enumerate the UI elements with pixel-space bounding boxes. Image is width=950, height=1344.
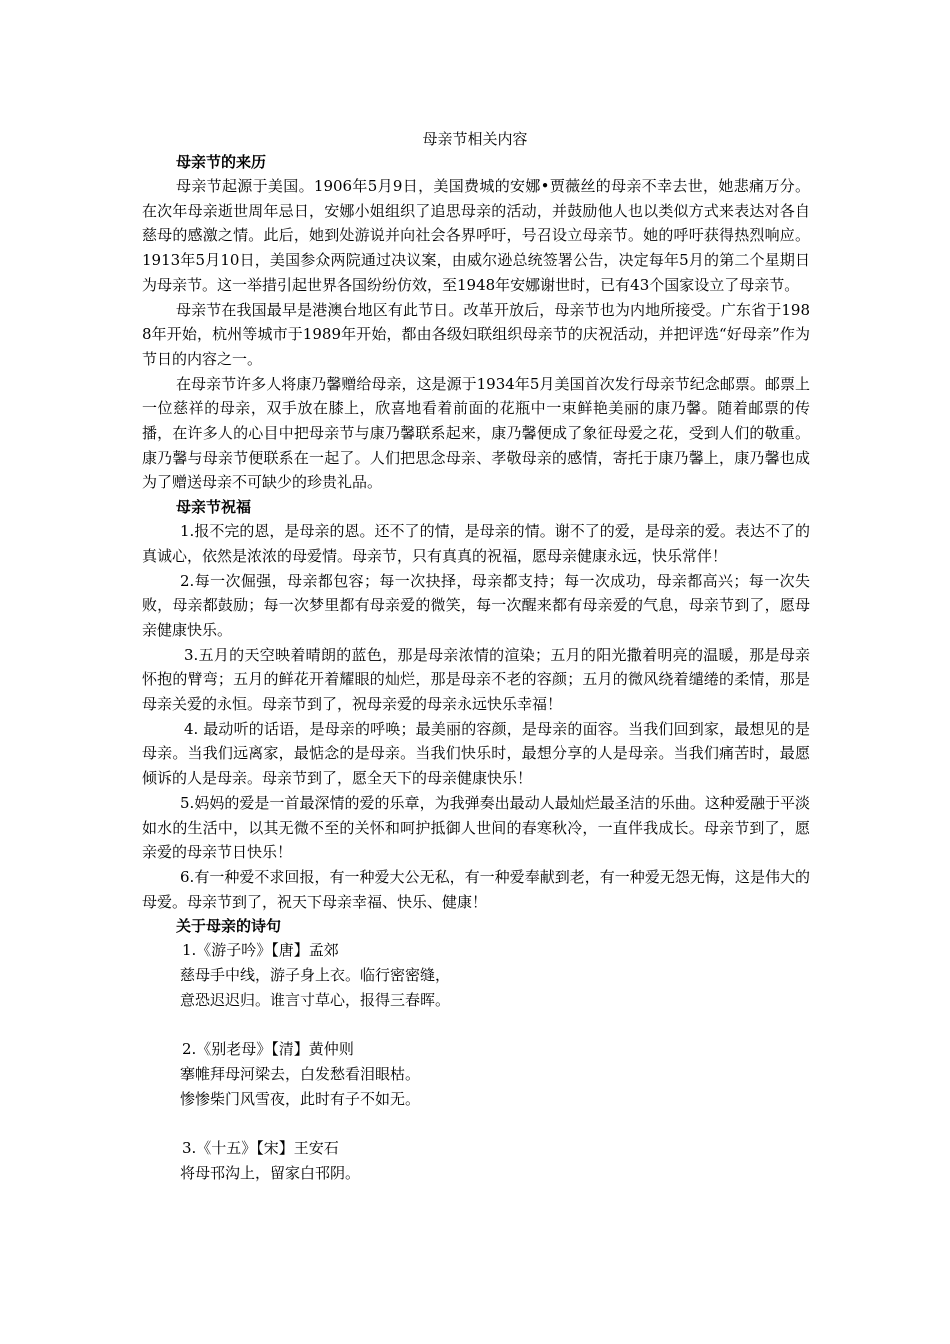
blessing-item: 3.五月的天空映着晴朗的蓝色，那是母亲浓情的渲染；五月的阳光撒着明亮的温暖，那是母亲怀抱的臂弯；五月的鲜花开着耀眼的灿烂，那是母亲不老的容颜；五月的微风绕着缱绻的柔情，那是母亲关爱的永恒。母亲节到了，祝母亲爱的母亲永远快乐幸福！ <box>142 645 810 714</box>
spacer <box>142 1013 810 1038</box>
blessing-item: 1.报不完的恩，是母亲的恩。还不了的情，是母亲的情。谢不了的爱，是母亲的爱。表达不了的真诚心，依然是浓浓的母爱情。母亲节，只有真真的祝福，愿母亲健康永远，快乐常伴！ <box>142 522 810 565</box>
poem-line: 意恐迟迟归。谁言寸草心，报得三春晖。 <box>180 990 451 1009</box>
origin-paragraph: 母亲节起源于美国。1906年5月9日，美国费城的安娜•贾薇丝的母亲不幸去世，她悲痛万分。在次年母亲逝世周年忌日，安娜小姐组织了追思母亲的活动，并鼓励他人也以类似方式来表达对各自慈母的感激之情。此后，她到处游说并向社会各界呼吁，号召设立母亲节。她的呼吁获得热烈响应。1913年5月10日，美国参众两院通过决议案，由威尔逊总统签署公告，决定每年5月的第二个星期日为母亲节。这一举措引起世界各国纷纷仿效，至1948年安娜谢世时，已有43个国家设立了母亲节。 <box>142 177 810 294</box>
poems-heading: 关于母亲的诗句 <box>176 917 282 936</box>
blessing-item: 2.每一次倔强，母亲都包容；每一次抉择，母亲都支持；每一次成功，母亲都高兴；每一次失败，母亲都鼓励；每一次梦里都有母亲爱的微笑，每一次醒来都有母亲爱的气息，母亲节到了，愿母亲健康快乐。 <box>142 571 810 639</box>
origin-heading: 母亲节的来历 <box>176 153 267 171</box>
origin-paragraph: 母亲节在我国最早是港澳台地区有此节日。改革开放后，母亲节也为内地所接受。广东省于1988年开始，杭州等城市于1989年开始，都由各级妇联组织母亲节的庆祝活动，并把评选“好母亲”作为节日的内容之一。 <box>142 300 810 368</box>
blessings-section <box>142 495 810 914</box>
poems-section <box>142 914 810 1185</box>
blessing-item: 6.有一种爱不求回报，有一种爱大公无私，有一种爱奉献到老，有一种爱无怨无悔，这是伟大的母爱。母亲节到了，祝天下母亲幸福、快乐、健康！ <box>142 867 810 911</box>
origin-paragraph: 在母亲节许多人将康乃馨赠给母亲，这是源于1934年5月美国首次发行母亲节纪念邮票。邮票上一位慈祥的母亲，双手放在膝上，欣喜地看着前面的花瓶中一束鲜艳美丽的康乃馨。随着邮票的传播，在许多人的心目中把母亲节与康乃馨联系起来，康乃馨便成了象征母爱之花，受到人们的敬重。康乃馨与母亲节便联系在一起了。人们把思念母亲、孝敬母亲的感情，寄托于康乃馨上，康乃馨也成为了赠送母亲不可缺少的珍贵礼品。 <box>142 374 810 492</box>
poem-title: 1.《游子吟》【唐】孟郊 <box>182 941 339 960</box>
poem <box>142 1037 810 1111</box>
poem-title: 2.《别老母》【清】黄仲则 <box>182 1040 354 1059</box>
origin-section <box>142 150 810 495</box>
poem-line: 惨惨柴门风雪夜，此时有子不如无。 <box>180 1089 421 1108</box>
blessing-item: 5.妈妈的爱是一首最深情的爱的乐章，为我弹奏出最动人最灿烂最圣洁的乐曲。这种爱融于平淡如水的生活中，以其无微不至的关怀和呵护抵御人世间的春寒秋冷，一直伴我成长。母亲节到了，愿亲爱的母亲节日快乐！ <box>142 793 810 862</box>
poem-title: 3.《十五》【宋】王安石 <box>182 1138 339 1157</box>
blessings-heading: 母亲节祝福 <box>176 498 252 517</box>
poem-line: 慈母手中线，游子身上衣。临行密密缝， <box>180 966 451 985</box>
poem-line: 搴帷拜母河梁去，白发愁看泪眼枯。 <box>180 1064 421 1083</box>
poem-line: 将母邗沟上，留家白邗阴。 <box>180 1163 361 1182</box>
blessing-item: 4. 最动听的话语，是母亲的呼唤；最美丽的容颜，是母亲的面容。当我们回到家，最想见的是母亲。当我们远离家，最惦念的是母亲。当我们快乐时，最想分享的人是母亲。当我们痛苦时，最愿倾诉的人是母亲。母亲节到了，愿全天下的母亲健康快乐！ <box>142 719 810 788</box>
spacer <box>142 1111 810 1136</box>
page-title: 母亲节相关内容 <box>422 130 528 148</box>
poem <box>142 1136 810 1185</box>
poem <box>142 938 810 1012</box>
document-body <box>142 150 810 1185</box>
